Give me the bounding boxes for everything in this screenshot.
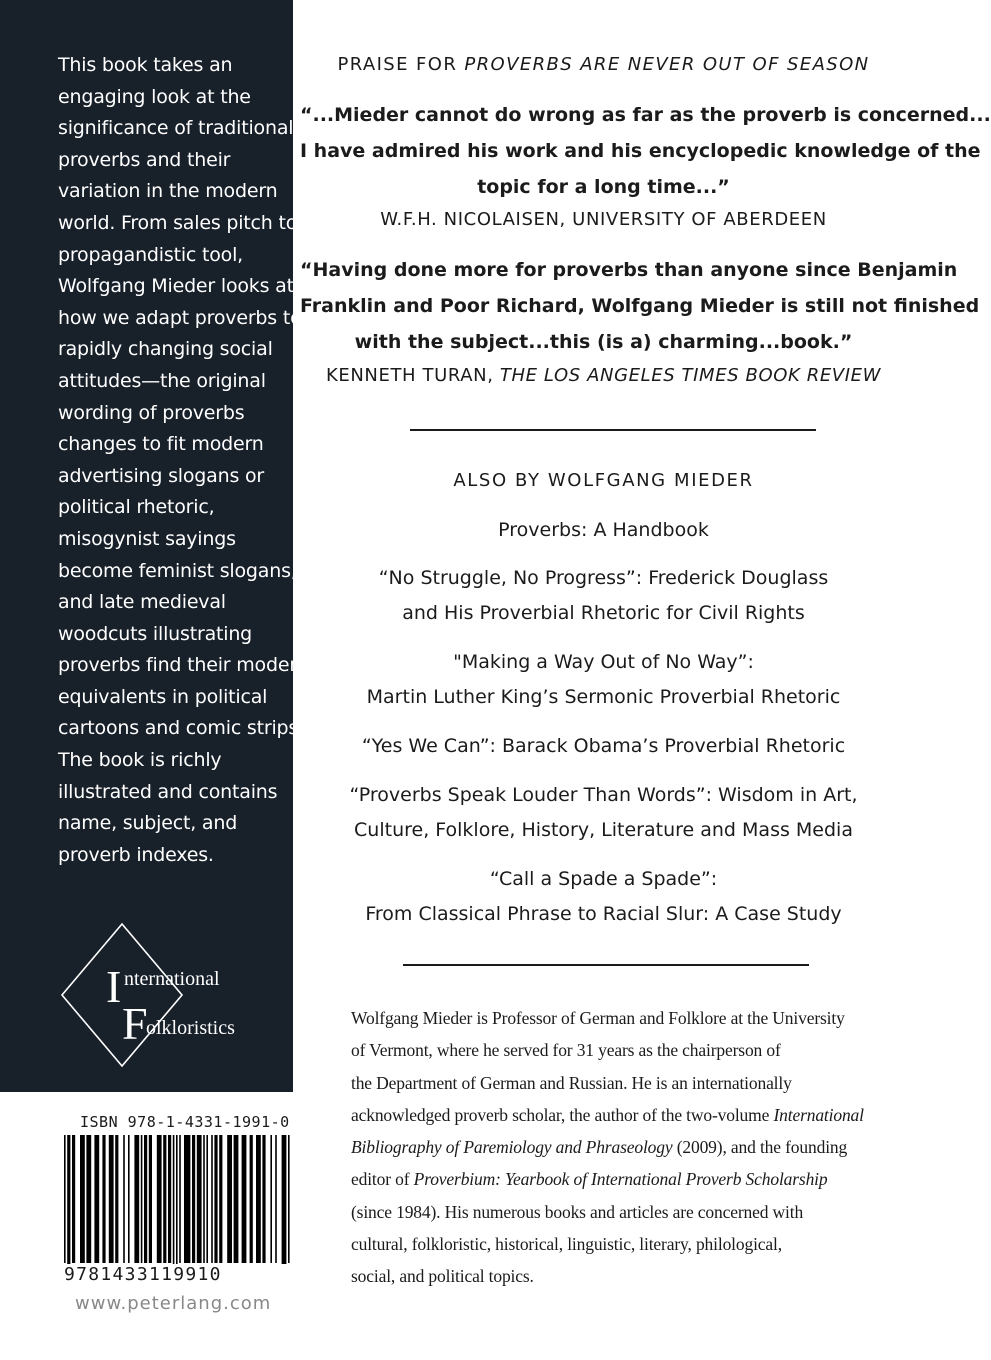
barcode-bar xyxy=(275,1135,277,1263)
quote-attribution-1: W.F.H. NICOLAISEN, UNIVERSITY OF ABERDEEN xyxy=(380,209,827,230)
bio-line: Wolfgang Mieder is Professor of German and Folklore at the University xyxy=(351,1008,845,1028)
barcode-bar xyxy=(128,1135,130,1263)
blurb-line: woodcuts illustrating xyxy=(58,622,253,645)
blurb-line: political rhetoric, xyxy=(58,496,215,519)
barcode-bar xyxy=(234,1135,239,1263)
praise-quote-2 xyxy=(300,252,980,360)
quote-attribution-2 xyxy=(300,365,907,386)
blurb-line: cartoons and comic strips. xyxy=(58,717,304,740)
book-title xyxy=(300,513,907,548)
blurb-line: proverbs find their modern xyxy=(58,654,309,677)
blurb-line: advertising slogans or xyxy=(58,464,265,487)
barcode-bar xyxy=(262,1135,265,1263)
logo-word-international: nternational xyxy=(124,968,220,990)
barcode-bar xyxy=(288,1135,290,1263)
section-divider xyxy=(410,429,816,431)
barcode-bar xyxy=(102,1135,105,1263)
praise-heading-title: PROVERBS ARE NEVER OUT OF SEASON xyxy=(464,54,870,75)
praise-quote-1 xyxy=(300,97,991,205)
bio-text: acknowledged proverb scholar, the author of the two-volume xyxy=(351,1104,774,1125)
logo-initial-f: F xyxy=(122,998,148,1049)
book-title xyxy=(300,561,907,631)
blurb-line: Wolfgang Mieder looks at xyxy=(58,275,294,298)
quote-line: “Having done more for proverbs than anyone since Benjamin xyxy=(300,259,958,281)
barcode-bar xyxy=(179,1135,181,1263)
bio-text: (2009), and the founding xyxy=(672,1137,848,1158)
blurb-line: illustrated and contains xyxy=(58,780,278,803)
barcode-bar xyxy=(163,1135,166,1263)
blurb-line: world. From sales pitch to xyxy=(58,211,298,234)
barcode-bar xyxy=(242,1135,247,1263)
barcode-bar xyxy=(115,1135,118,1263)
book-title-line: From Classical Phrase to Racial Slur: A Case Study xyxy=(365,903,842,925)
book-title-line: Culture, Folklore, History, Literature and Mass Media xyxy=(354,819,853,841)
book-title xyxy=(300,778,907,848)
blurb-line: how we adapt proverbs to xyxy=(58,306,302,329)
bio-line: social, and political topics. xyxy=(351,1266,534,1287)
quote-line: with the subject...this (is a) charming...book.” xyxy=(354,331,853,353)
barcode-bar xyxy=(250,1135,253,1263)
blurb-line: misogynist sayings xyxy=(58,527,236,550)
barcode-bar xyxy=(123,1135,125,1263)
also-by-heading: ALSO BY WOLFGANG MIEDER xyxy=(453,470,754,491)
barcode-bar xyxy=(144,1135,147,1263)
quote-line: topic for a long time...” xyxy=(477,176,730,198)
blurb-line: equivalents in political xyxy=(58,685,268,708)
blurb-line: This book takes an xyxy=(58,54,233,76)
isbn-barcode xyxy=(62,1135,292,1285)
bio-line: cultural, folkloristic, historical, linguistic, literary, philological, xyxy=(351,1234,782,1255)
series-logo xyxy=(60,922,240,1072)
bio-title: Bibliography of Paremiology and Phraseology xyxy=(351,1137,673,1158)
barcode-bar xyxy=(64,1135,66,1263)
attribution-publication: THE LOS ANGELES TIMES BOOK REVIEW xyxy=(499,365,881,386)
barcode-bar xyxy=(141,1135,143,1263)
barcode-bar xyxy=(109,1135,114,1263)
barcode-bar xyxy=(80,1135,85,1263)
blurb-line: name, subject, and xyxy=(58,812,238,835)
blurb-line: significance of traditional xyxy=(58,117,294,140)
blurb-line: propagandistic tool, xyxy=(58,243,243,266)
section-divider xyxy=(403,964,809,966)
barcode-bar xyxy=(282,1135,287,1283)
book-title-line: “Yes We Can”: Barack Obama’s Proverbial Rhetoric xyxy=(361,735,846,757)
bio-line xyxy=(351,1131,871,1163)
barcode-bar xyxy=(176,1135,178,1283)
barcode-bar xyxy=(227,1135,232,1263)
barcode-bar xyxy=(67,1135,70,1283)
barcode-bar xyxy=(192,1135,195,1263)
isbn-label: ISBN 978-1-4331-1991-0 xyxy=(80,1113,290,1131)
barcode-bar xyxy=(211,1135,213,1263)
blurb-line: become feminist slogans, xyxy=(58,559,297,582)
barcode-bar xyxy=(86,1135,91,1263)
book-title-line: “Proverbs Speak Louder Than Words”: Wisdom in Art, xyxy=(349,784,858,806)
quote-line: Franklin and Poor Richard, Wolfgang Mieder is still not finished xyxy=(300,295,980,317)
bio-line: (since 1984). His numerous books and articles are concerned with xyxy=(351,1201,804,1222)
bio-line xyxy=(351,1099,871,1131)
book-title-line: "Making a Way Out of No Way”: xyxy=(453,651,754,673)
blurb-line: and late medieval xyxy=(58,591,226,614)
blurb-line: proverb indexes. xyxy=(58,843,214,866)
barcode-bar xyxy=(203,1135,205,1263)
barcode-digits: 9781433119910 xyxy=(64,1264,294,1286)
barcode-bar xyxy=(270,1135,272,1263)
author-bio xyxy=(351,1002,871,1293)
bio-text: editor of xyxy=(351,1169,414,1190)
book-title xyxy=(300,729,907,764)
logo-initial-i: I xyxy=(106,961,122,1012)
barcode-bar xyxy=(94,1135,99,1263)
barcode-bar xyxy=(149,1135,152,1263)
praise-heading-prefix: PRAISE FOR xyxy=(337,54,465,75)
barcode-bar xyxy=(173,1135,175,1283)
book-title-line: “No Struggle, No Progress”: Frederick Douglass xyxy=(378,567,829,589)
book-blurb xyxy=(58,50,309,871)
publisher-url[interactable]: www.peterlang.com xyxy=(75,1293,272,1314)
barcode-bar xyxy=(184,1135,190,1263)
book-title-line: and His Proverbial Rhetoric for Civil Rights xyxy=(402,602,805,624)
barcode-bar xyxy=(206,1135,208,1263)
quote-line: “...Mieder cannot do wrong as far as the proverb is concerned... xyxy=(300,104,991,126)
book-title-line: Martin Luther King’s Sermonic Proverbial Rhetoric xyxy=(366,686,841,708)
barcode-bar xyxy=(168,1135,171,1263)
blurb-line: attitudes—the original xyxy=(58,369,266,392)
left-panel xyxy=(0,0,309,1092)
praise-heading xyxy=(300,54,907,75)
book-title xyxy=(300,862,907,932)
blurb-line: proverbs and their xyxy=(58,148,231,171)
barcode-bar xyxy=(256,1135,261,1263)
quote-line: I have admired his work and his encyclopedic knowledge of the xyxy=(300,140,981,162)
blurb-line: rapidly changing social xyxy=(58,338,273,361)
barcode-bar xyxy=(157,1135,162,1263)
logo-word-folkloristics: olkloristics xyxy=(146,1017,235,1039)
blurb-line: variation in the modern xyxy=(58,180,278,203)
blurb-line: engaging look at the xyxy=(58,85,251,108)
bio-title: International xyxy=(773,1104,864,1125)
barcode-bar xyxy=(214,1135,217,1263)
blurb-line: wording of proverbs xyxy=(58,401,245,424)
bio-line: the Department of German and Russian. He is an internationally xyxy=(351,1072,792,1093)
bio-line: of Vermont, where he served for 31 years as the chairperson of xyxy=(351,1040,781,1061)
barcode-bar xyxy=(219,1135,222,1263)
blurb-line: changes to fit modern xyxy=(58,433,264,456)
book-title-line: Proverbs: A Handbook xyxy=(498,519,709,541)
bio-title: Proverbium: Yearbook of International Proverb Scholarship xyxy=(413,1169,828,1190)
attribution-name: KENNETH TURAN, xyxy=(325,365,500,386)
barcode-bar xyxy=(134,1135,139,1263)
book-title xyxy=(300,645,907,715)
blurb-line: The book is richly xyxy=(58,749,222,772)
book-title-line: “Call a Spade a Spade”: xyxy=(489,868,718,890)
barcode-bar xyxy=(197,1135,202,1263)
bio-line xyxy=(351,1163,871,1195)
barcode-bar xyxy=(72,1135,75,1263)
